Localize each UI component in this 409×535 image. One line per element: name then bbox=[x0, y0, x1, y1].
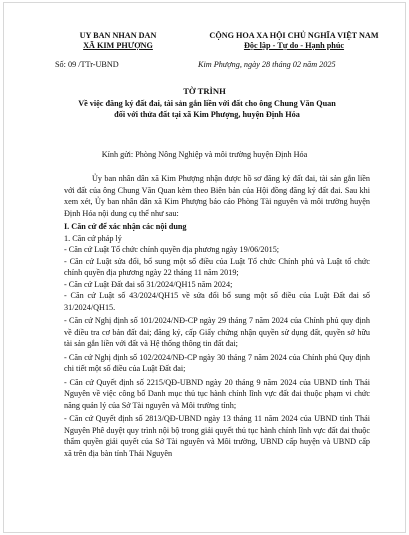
document-body bbox=[64, 173, 370, 459]
motto: Độc lập - Tự do - Hạnh phúc bbox=[243, 41, 345, 50]
legal-basis-item: - Căn cứ Luật số 43/2024/QH15 về sửa đổi bổ sung một số điều của Luật Đất đai số 31/2024/QH15. bbox=[64, 291, 370, 312]
document-subject bbox=[42, 99, 372, 120]
legal-basis-item: - Căn cứ Nghị định số 102/2024/NĐ-CP ngày 30 tháng 7 năm 2024 của Chính phủ Quy định chi tiết một số điều của Luật Đất đai; bbox=[64, 352, 370, 373]
legal-basis-item: - Căn cứ Nghị định số 101/2024/NĐ-CP ngày 29 tháng 7 năm 2024 của Chính phủ quy định về điều tra cơ bản đất đai; đăng ký, cấp Giấy chứng nhận quyền sử dụng đất, quyền sở hữu tài sản gắn liền với đất và Hệ thống thông tin đất đai; bbox=[64, 316, 370, 348]
document-number: Số: 09 /TTr-UBND bbox=[55, 60, 119, 69]
org-line-2: XÃ KIM PHƯỢNG bbox=[83, 41, 153, 50]
intro-paragraph: Ủy ban nhân dân xã Kim Phượng nhận được hồ sơ đăng ký đất đai, tài sản gắn liền với đất của ông Chung Văn Quan kèm theo Biên bản của Hội đồng đăng ký đất đai. Sau khi xem xét, Ủy ban nhân dân xã Kim Phượng báo cáo Phòng Tài nguyên và môi trường huyện Định Hóa nội dung cụ thể như sau: bbox=[64, 174, 370, 218]
legal-basis-item: - Căn cứ Quyết định số 2813/QĐ-UBND ngày 13 tháng 11 năm 2024 của UBND tỉnh Thái Nguyên Phê duyệt quy trình nội bộ trong giải quyết thủ tục hành chính lĩnh vực đất đai thuộc thẩm quyền giải quyết của Sở Tài nguyên và Môi trường, UBND cấp huyện và UBND cấp xã trên địa bàn tỉnh Thái Nguyên bbox=[64, 414, 370, 458]
subsection-heading: 1. Căn cứ pháp lý bbox=[64, 233, 122, 243]
document-title: TỜ TRÌNH bbox=[183, 86, 226, 96]
legal-basis-item: - Căn cứ Luật Đất đai số 31/2024/QH15 năm 2024; bbox=[64, 279, 233, 289]
legal-basis-item: - Căn cứ Quyết định số 2215/QĐ-UBND ngày 20 tháng 9 năm 2024 của UBND tỉnh Thái Nguyên về việc công bố Danh mục thủ tục hành chính lĩnh vực đất đai thuộc phạm vi chức năng quản lý của Sở Tài nguyên và Môi trường tỉnh; bbox=[64, 377, 370, 410]
subject-line-2: đối với thửa đất tại xã Kim Phượng, huyện Định Hóa bbox=[114, 109, 300, 119]
subject-line-1: Về việc đăng ký đất đai, tài sản gắn liền với đất cho ông Chung Văn Quan bbox=[78, 99, 336, 108]
org-line-1: UY BAN NHAN DAN bbox=[79, 31, 157, 40]
nation-line: CỘNG HOA XA HỘI CHỦ NGHĨA VIỆT NAM bbox=[209, 31, 379, 40]
place-date: Kim Phượng, ngày 28 tháng 02 năm 2025 bbox=[198, 60, 336, 69]
legal-basis-item: - Căn cứ Luật Tổ chức chính quyền địa phương ngày 19/06/2015; bbox=[64, 245, 280, 254]
issuing-organization bbox=[48, 31, 188, 51]
recipient: Kính gửi: Phòng Nông Nghiệp và môi trường huyện Định Hóa bbox=[101, 150, 308, 159]
section-heading: I. Căn cứ để xác nhận các nội dung bbox=[64, 222, 187, 231]
national-heading bbox=[193, 31, 395, 51]
legal-basis-item: - Căn cứ Luật sửa đổi, bổ sung một số điều của Luật Tổ chức Chính phủ và Luật tổ chức chính quyền địa phương ngày 22 tháng 11 năm 2019; bbox=[64, 256, 370, 277]
